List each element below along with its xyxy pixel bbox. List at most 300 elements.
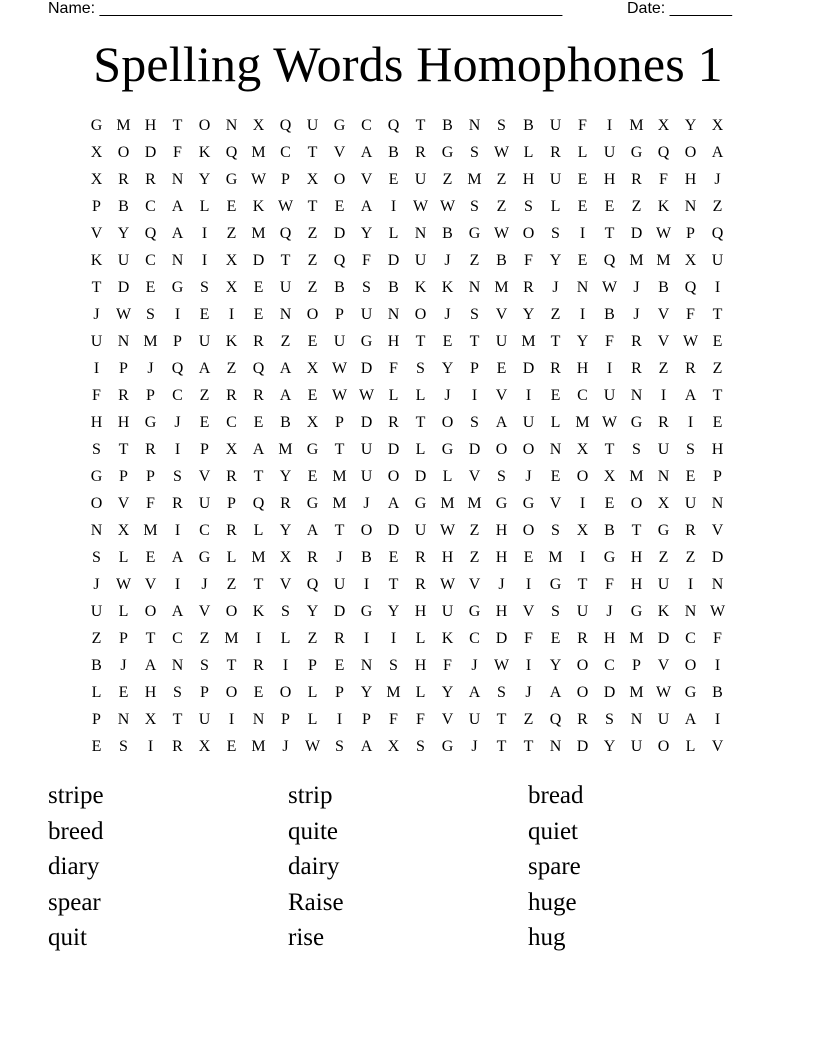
- word-list-item: quit: [48, 924, 87, 951]
- grid-letter: M: [440, 495, 455, 512]
- grid-letter: S: [119, 738, 128, 755]
- grid-letter: M: [467, 495, 482, 512]
- grid-letter: T: [604, 225, 615, 242]
- grid-letter: Y: [279, 468, 292, 485]
- grid-letter: L: [442, 468, 453, 485]
- grid-letter: G: [495, 495, 508, 512]
- grid-letter: Z: [658, 549, 669, 566]
- grid-letter: G: [684, 684, 697, 701]
- grid-letter: X: [576, 522, 589, 539]
- grid-letter: Q: [225, 144, 238, 161]
- grid-letter: Q: [711, 225, 724, 242]
- grid-letter: U: [306, 117, 319, 134]
- grid-letter: T: [145, 630, 156, 647]
- grid-letter: U: [414, 522, 427, 539]
- grid-letter: T: [712, 387, 723, 404]
- grid-letter: F: [389, 360, 398, 377]
- grid-letter: R: [172, 738, 183, 755]
- grid-letter: R: [631, 360, 642, 377]
- grid-letter: T: [91, 279, 102, 296]
- grid-letter: Y: [198, 171, 211, 188]
- grid-letter: R: [280, 495, 291, 512]
- grid-letter: J: [633, 279, 640, 296]
- grid-letter: P: [632, 657, 641, 674]
- grid-letter: F: [713, 630, 722, 647]
- grid-letter: N: [630, 387, 643, 404]
- grid-letter: T: [523, 738, 534, 755]
- grid-letter: O: [198, 117, 211, 134]
- grid-letter: S: [335, 738, 344, 755]
- grid-letter: R: [577, 711, 588, 728]
- grid-row: [83, 274, 731, 301]
- grid-letter: G: [630, 144, 643, 161]
- grid-letter: Y: [684, 117, 697, 134]
- grid-letter: W: [601, 279, 618, 296]
- word-list-item: hug: [528, 924, 566, 951]
- grid-letter: Y: [441, 684, 454, 701]
- grid-letter: Z: [307, 279, 318, 296]
- grid-letter: D: [414, 468, 427, 485]
- grid-letter: Z: [199, 387, 210, 404]
- grid-letter: E: [199, 414, 210, 431]
- grid-letter: R: [145, 171, 156, 188]
- grid-letter: X: [225, 279, 238, 296]
- grid-letter: I: [363, 630, 370, 647]
- grid-letter: Q: [252, 360, 265, 377]
- grid-letter: P: [119, 468, 128, 485]
- grid-letter: A: [279, 360, 292, 377]
- grid-letter: D: [387, 522, 400, 539]
- grid-letter: H: [495, 603, 508, 620]
- grid-letter: G: [90, 117, 103, 134]
- grid-letter: W: [358, 387, 375, 404]
- grid-letter: G: [360, 603, 373, 620]
- grid-letter: U: [90, 603, 103, 620]
- grid-letter: S: [470, 306, 479, 323]
- grid-letter: B: [442, 225, 453, 242]
- grid-letter: N: [468, 117, 481, 134]
- grid-letter: Z: [280, 333, 291, 350]
- grid-letter: E: [496, 360, 507, 377]
- grid-letter: M: [629, 117, 644, 134]
- grid-letter: H: [576, 360, 589, 377]
- grid-letter: F: [659, 171, 668, 188]
- grid-letter: M: [332, 495, 347, 512]
- grid-letter: I: [660, 387, 667, 404]
- grid-letter: O: [144, 603, 157, 620]
- grid-letter: S: [551, 603, 560, 620]
- grid-letter: J: [471, 657, 478, 674]
- grid-letter: U: [657, 441, 670, 458]
- grid-letter: I: [579, 306, 586, 323]
- grid-letter: G: [306, 495, 319, 512]
- grid-letter: S: [200, 279, 209, 296]
- grid-letter: S: [497, 684, 506, 701]
- grid-letter: Z: [199, 630, 210, 647]
- grid-letter: T: [172, 117, 183, 134]
- grid-letter: O: [333, 171, 346, 188]
- grid-letter: L: [550, 414, 561, 431]
- grid-letter: Z: [226, 225, 237, 242]
- grid-letter: Z: [91, 630, 102, 647]
- grid-letter: P: [173, 333, 182, 350]
- grid-letter: W: [439, 522, 456, 539]
- grid-letter: S: [416, 360, 425, 377]
- grid-letter: S: [173, 468, 182, 485]
- grid-row: [83, 112, 731, 139]
- grid-letter: M: [278, 441, 293, 458]
- grid-letter: N: [711, 495, 724, 512]
- grid-letter: U: [198, 333, 211, 350]
- grid-letter: R: [253, 387, 264, 404]
- grid-letter: K: [198, 144, 211, 161]
- grid-letter: T: [496, 711, 507, 728]
- grid-letter: U: [414, 252, 427, 269]
- grid-letter: I: [714, 711, 721, 728]
- grid-letter: G: [441, 738, 454, 755]
- grid-letter: A: [711, 144, 724, 161]
- grid-letter: I: [687, 414, 694, 431]
- grid-letter: Z: [226, 576, 237, 593]
- grid-row: [83, 436, 731, 463]
- grid-letter: Q: [144, 225, 157, 242]
- grid-row: [83, 301, 731, 328]
- grid-letter: Q: [549, 711, 562, 728]
- grid-letter: W: [115, 306, 132, 323]
- grid-letter: R: [523, 279, 534, 296]
- grid-letter: N: [171, 171, 184, 188]
- grid-letter: V: [333, 144, 346, 161]
- word-list-item: breed: [48, 817, 104, 845]
- grid-letter: P: [200, 684, 209, 701]
- grid-letter: I: [228, 711, 235, 728]
- grid-letter: R: [577, 630, 588, 647]
- grid-letter: V: [711, 738, 724, 755]
- grid-letter: Z: [496, 171, 507, 188]
- word-list-item: spare: [528, 853, 581, 880]
- grid-letter: S: [524, 198, 533, 215]
- grid-letter: N: [657, 468, 670, 485]
- grid-letter: W: [250, 171, 267, 188]
- grid-letter: T: [172, 711, 183, 728]
- grid-letter: O: [495, 441, 508, 458]
- grid-letter: B: [91, 657, 102, 674]
- grid-letter: I: [282, 657, 289, 674]
- grid-letter: T: [226, 657, 237, 674]
- grid-letter: B: [334, 279, 345, 296]
- grid-letter: X: [252, 117, 265, 134]
- grid-letter: U: [549, 117, 562, 134]
- word-list-item: quite: [288, 817, 338, 845]
- grid-letter: B: [658, 279, 669, 296]
- grid-letter: G: [441, 144, 454, 161]
- grid-letter: K: [252, 603, 265, 620]
- grid-letter: U: [684, 495, 697, 512]
- grid-letter: I: [525, 576, 532, 593]
- grid-letter: I: [390, 630, 397, 647]
- grid-letter: H: [630, 549, 643, 566]
- grid-letter: E: [226, 738, 237, 755]
- grid-letter: O: [684, 657, 697, 674]
- grid-letter: U: [603, 144, 616, 161]
- grid-letter: D: [360, 360, 373, 377]
- grid-letter: W: [709, 603, 726, 620]
- grid-letter: G: [468, 603, 481, 620]
- grid-letter: U: [576, 603, 589, 620]
- grid-letter: F: [362, 252, 371, 269]
- grid-letter: M: [629, 468, 644, 485]
- grid-letter: J: [714, 171, 721, 188]
- grid-letter: M: [656, 252, 671, 269]
- grid-letter: L: [415, 387, 426, 404]
- grid-letter: R: [253, 333, 264, 350]
- grid-letter: E: [307, 333, 318, 350]
- grid-letter: E: [604, 198, 615, 215]
- grid-letter: G: [333, 117, 346, 134]
- grid-letter: V: [549, 495, 562, 512]
- grid-letter: U: [90, 333, 103, 350]
- grid-letter: I: [687, 576, 694, 593]
- grid-letter: E: [307, 468, 318, 485]
- grid-letter: J: [147, 360, 154, 377]
- grid-letter: Z: [685, 549, 696, 566]
- word-list-item: spear: [48, 888, 101, 916]
- grid-letter: L: [118, 549, 129, 566]
- word-list-item: Raise: [288, 888, 344, 916]
- grid-letter: T: [118, 441, 129, 458]
- grid-letter: N: [549, 738, 562, 755]
- grid-letter: N: [252, 711, 265, 728]
- grid-letter: T: [253, 468, 264, 485]
- grid-letter: R: [685, 522, 696, 539]
- grid-letter: E: [199, 306, 210, 323]
- grid-letter: T: [253, 576, 264, 593]
- grid-letter: C: [361, 117, 372, 134]
- grid-letter: M: [116, 117, 131, 134]
- grid-letter: M: [251, 144, 266, 161]
- grid-letter: N: [684, 198, 697, 215]
- grid-letter: F: [146, 495, 155, 512]
- grid-letter: X: [90, 144, 103, 161]
- grid-letter: E: [550, 468, 561, 485]
- grid-letter: X: [684, 252, 697, 269]
- grid-letter: W: [304, 738, 321, 755]
- grid-letter: T: [712, 306, 723, 323]
- grid-letter: N: [684, 603, 697, 620]
- grid-letter: U: [360, 306, 373, 323]
- grid-letter: G: [171, 279, 184, 296]
- grid-letter: Y: [117, 225, 130, 242]
- grid-letter: C: [685, 630, 696, 647]
- grid-letter: L: [577, 144, 588, 161]
- grid-letter: C: [577, 387, 588, 404]
- grid-letter: L: [307, 684, 318, 701]
- grid-letter: B: [712, 684, 723, 701]
- grid-letter: I: [714, 279, 721, 296]
- grid-letter: M: [332, 468, 347, 485]
- grid-letter: G: [90, 468, 103, 485]
- grid-letter: I: [525, 387, 532, 404]
- grid-letter: E: [577, 252, 588, 269]
- grid-letter: M: [521, 333, 536, 350]
- grid-letter: N: [171, 252, 184, 269]
- grid-letter: K: [441, 279, 454, 296]
- grid-row: [83, 517, 731, 544]
- grid-letter: U: [441, 603, 454, 620]
- grid-letter: B: [604, 522, 615, 539]
- grid-letter: A: [387, 495, 400, 512]
- word-list-item: bread: [528, 782, 584, 809]
- grid-letter: P: [146, 387, 155, 404]
- word-list-item: huge: [528, 888, 577, 916]
- grid-letter: N: [711, 576, 724, 593]
- grid-letter: E: [685, 468, 696, 485]
- grid-letter: M: [224, 630, 239, 647]
- grid-letter: F: [173, 144, 182, 161]
- grid-letter: A: [171, 225, 184, 242]
- grid-letter: I: [174, 576, 181, 593]
- grid-letter: I: [579, 549, 586, 566]
- grid-letter: L: [415, 684, 426, 701]
- grid-letter: R: [658, 414, 669, 431]
- grid-letter: A: [171, 549, 184, 566]
- grid-letter: J: [93, 306, 100, 323]
- name-field: Name: ____________________________________________________: [48, 0, 563, 17]
- grid-letter: K: [441, 630, 454, 647]
- grid-letter: Z: [226, 360, 237, 377]
- grid-letter: E: [253, 306, 264, 323]
- grid-letter: I: [174, 522, 181, 539]
- grid-letter: M: [386, 684, 401, 701]
- grid-letter: F: [686, 306, 695, 323]
- grid-letter: G: [603, 549, 616, 566]
- grid-letter: Y: [360, 225, 373, 242]
- grid-letter: H: [441, 549, 454, 566]
- grid-letter: D: [657, 630, 670, 647]
- grid-row: [83, 247, 731, 274]
- grid-letter: C: [199, 522, 210, 539]
- grid-letter: U: [495, 333, 508, 350]
- grid-row: [83, 490, 731, 517]
- grid-letter: G: [198, 549, 211, 566]
- grid-letter: Q: [387, 117, 400, 134]
- grid-letter: O: [684, 144, 697, 161]
- grid-letter: Q: [171, 360, 184, 377]
- grid-letter: U: [360, 468, 373, 485]
- grid-letter: W: [439, 198, 456, 215]
- grid-letter: O: [522, 522, 535, 539]
- grid-letter: X: [144, 711, 157, 728]
- grid-letter: E: [523, 549, 534, 566]
- grid-letter: I: [606, 117, 613, 134]
- grid-letter: E: [577, 198, 588, 215]
- grid-letter: U: [279, 279, 292, 296]
- grid-letter: X: [90, 171, 103, 188]
- grid-letter: I: [363, 576, 370, 593]
- grid-letter: F: [443, 657, 452, 674]
- grid-letter: W: [277, 198, 294, 215]
- grid-letter: V: [198, 468, 211, 485]
- grid-letter: N: [549, 441, 562, 458]
- page-title: Spelling Words Homophones 1: [93, 36, 723, 92]
- grid-letter: W: [655, 684, 672, 701]
- grid-letter: L: [91, 684, 102, 701]
- grid-letter: B: [496, 252, 507, 269]
- grid-letter: J: [633, 306, 640, 323]
- grid-letter: B: [280, 414, 291, 431]
- grid-letter: O: [576, 657, 589, 674]
- grid-letter: O: [441, 414, 454, 431]
- grid-letter: L: [226, 549, 237, 566]
- grid-letter: T: [388, 576, 399, 593]
- grid-row: [83, 328, 731, 355]
- grid-letter: D: [333, 603, 346, 620]
- grid-letter: F: [605, 576, 614, 593]
- grid-letter: E: [145, 549, 156, 566]
- grid-letter: G: [657, 522, 670, 539]
- grid-letter: V: [468, 576, 481, 593]
- grid-letter: E: [604, 495, 615, 512]
- grid-letter: U: [414, 171, 427, 188]
- grid-letter: Z: [712, 360, 723, 377]
- grid-letter: C: [172, 630, 183, 647]
- grid-letter: M: [629, 684, 644, 701]
- grid-letter: H: [711, 441, 724, 458]
- grid-letter: T: [415, 333, 426, 350]
- grid-letter: Q: [684, 279, 697, 296]
- grid-letter: B: [118, 198, 129, 215]
- grid-letter: Z: [442, 171, 453, 188]
- grid-letter: J: [444, 306, 451, 323]
- word-list-item: dairy: [288, 853, 340, 880]
- grid-letter: Y: [603, 738, 616, 755]
- word-list-item: strip: [288, 782, 333, 809]
- grid-letter: S: [686, 441, 695, 458]
- grid-letter: C: [145, 252, 156, 269]
- grid-letter: E: [253, 684, 264, 701]
- grid-letter: X: [657, 117, 670, 134]
- grid-row: [83, 220, 731, 247]
- grid-letter: O: [90, 495, 103, 512]
- grid-letter: I: [606, 360, 613, 377]
- grid-letter: Y: [576, 333, 589, 350]
- grid-row: [83, 139, 731, 166]
- grid-letter: R: [226, 468, 237, 485]
- grid-letter: P: [308, 657, 317, 674]
- grid-letter: R: [226, 387, 237, 404]
- grid-letter: X: [225, 252, 238, 269]
- grid-letter: E: [388, 549, 399, 566]
- grid-letter: O: [387, 468, 400, 485]
- grid-letter: O: [225, 684, 238, 701]
- grid-letter: J: [363, 495, 370, 512]
- grid-letter: A: [171, 198, 184, 215]
- grid-letter: N: [630, 711, 643, 728]
- grid-letter: I: [579, 495, 586, 512]
- grid-letter: S: [470, 144, 479, 161]
- grid-letter: U: [360, 441, 373, 458]
- grid-letter: W: [331, 360, 348, 377]
- grid-letter: Q: [279, 117, 292, 134]
- grid-row: [83, 571, 731, 598]
- grid-letter: V: [522, 603, 535, 620]
- grid-letter: O: [360, 522, 373, 539]
- grid-letter: M: [548, 549, 563, 566]
- grid-row: [83, 625, 731, 652]
- grid-letter: L: [550, 198, 561, 215]
- grid-letter: L: [523, 144, 534, 161]
- grid-letter: S: [497, 117, 506, 134]
